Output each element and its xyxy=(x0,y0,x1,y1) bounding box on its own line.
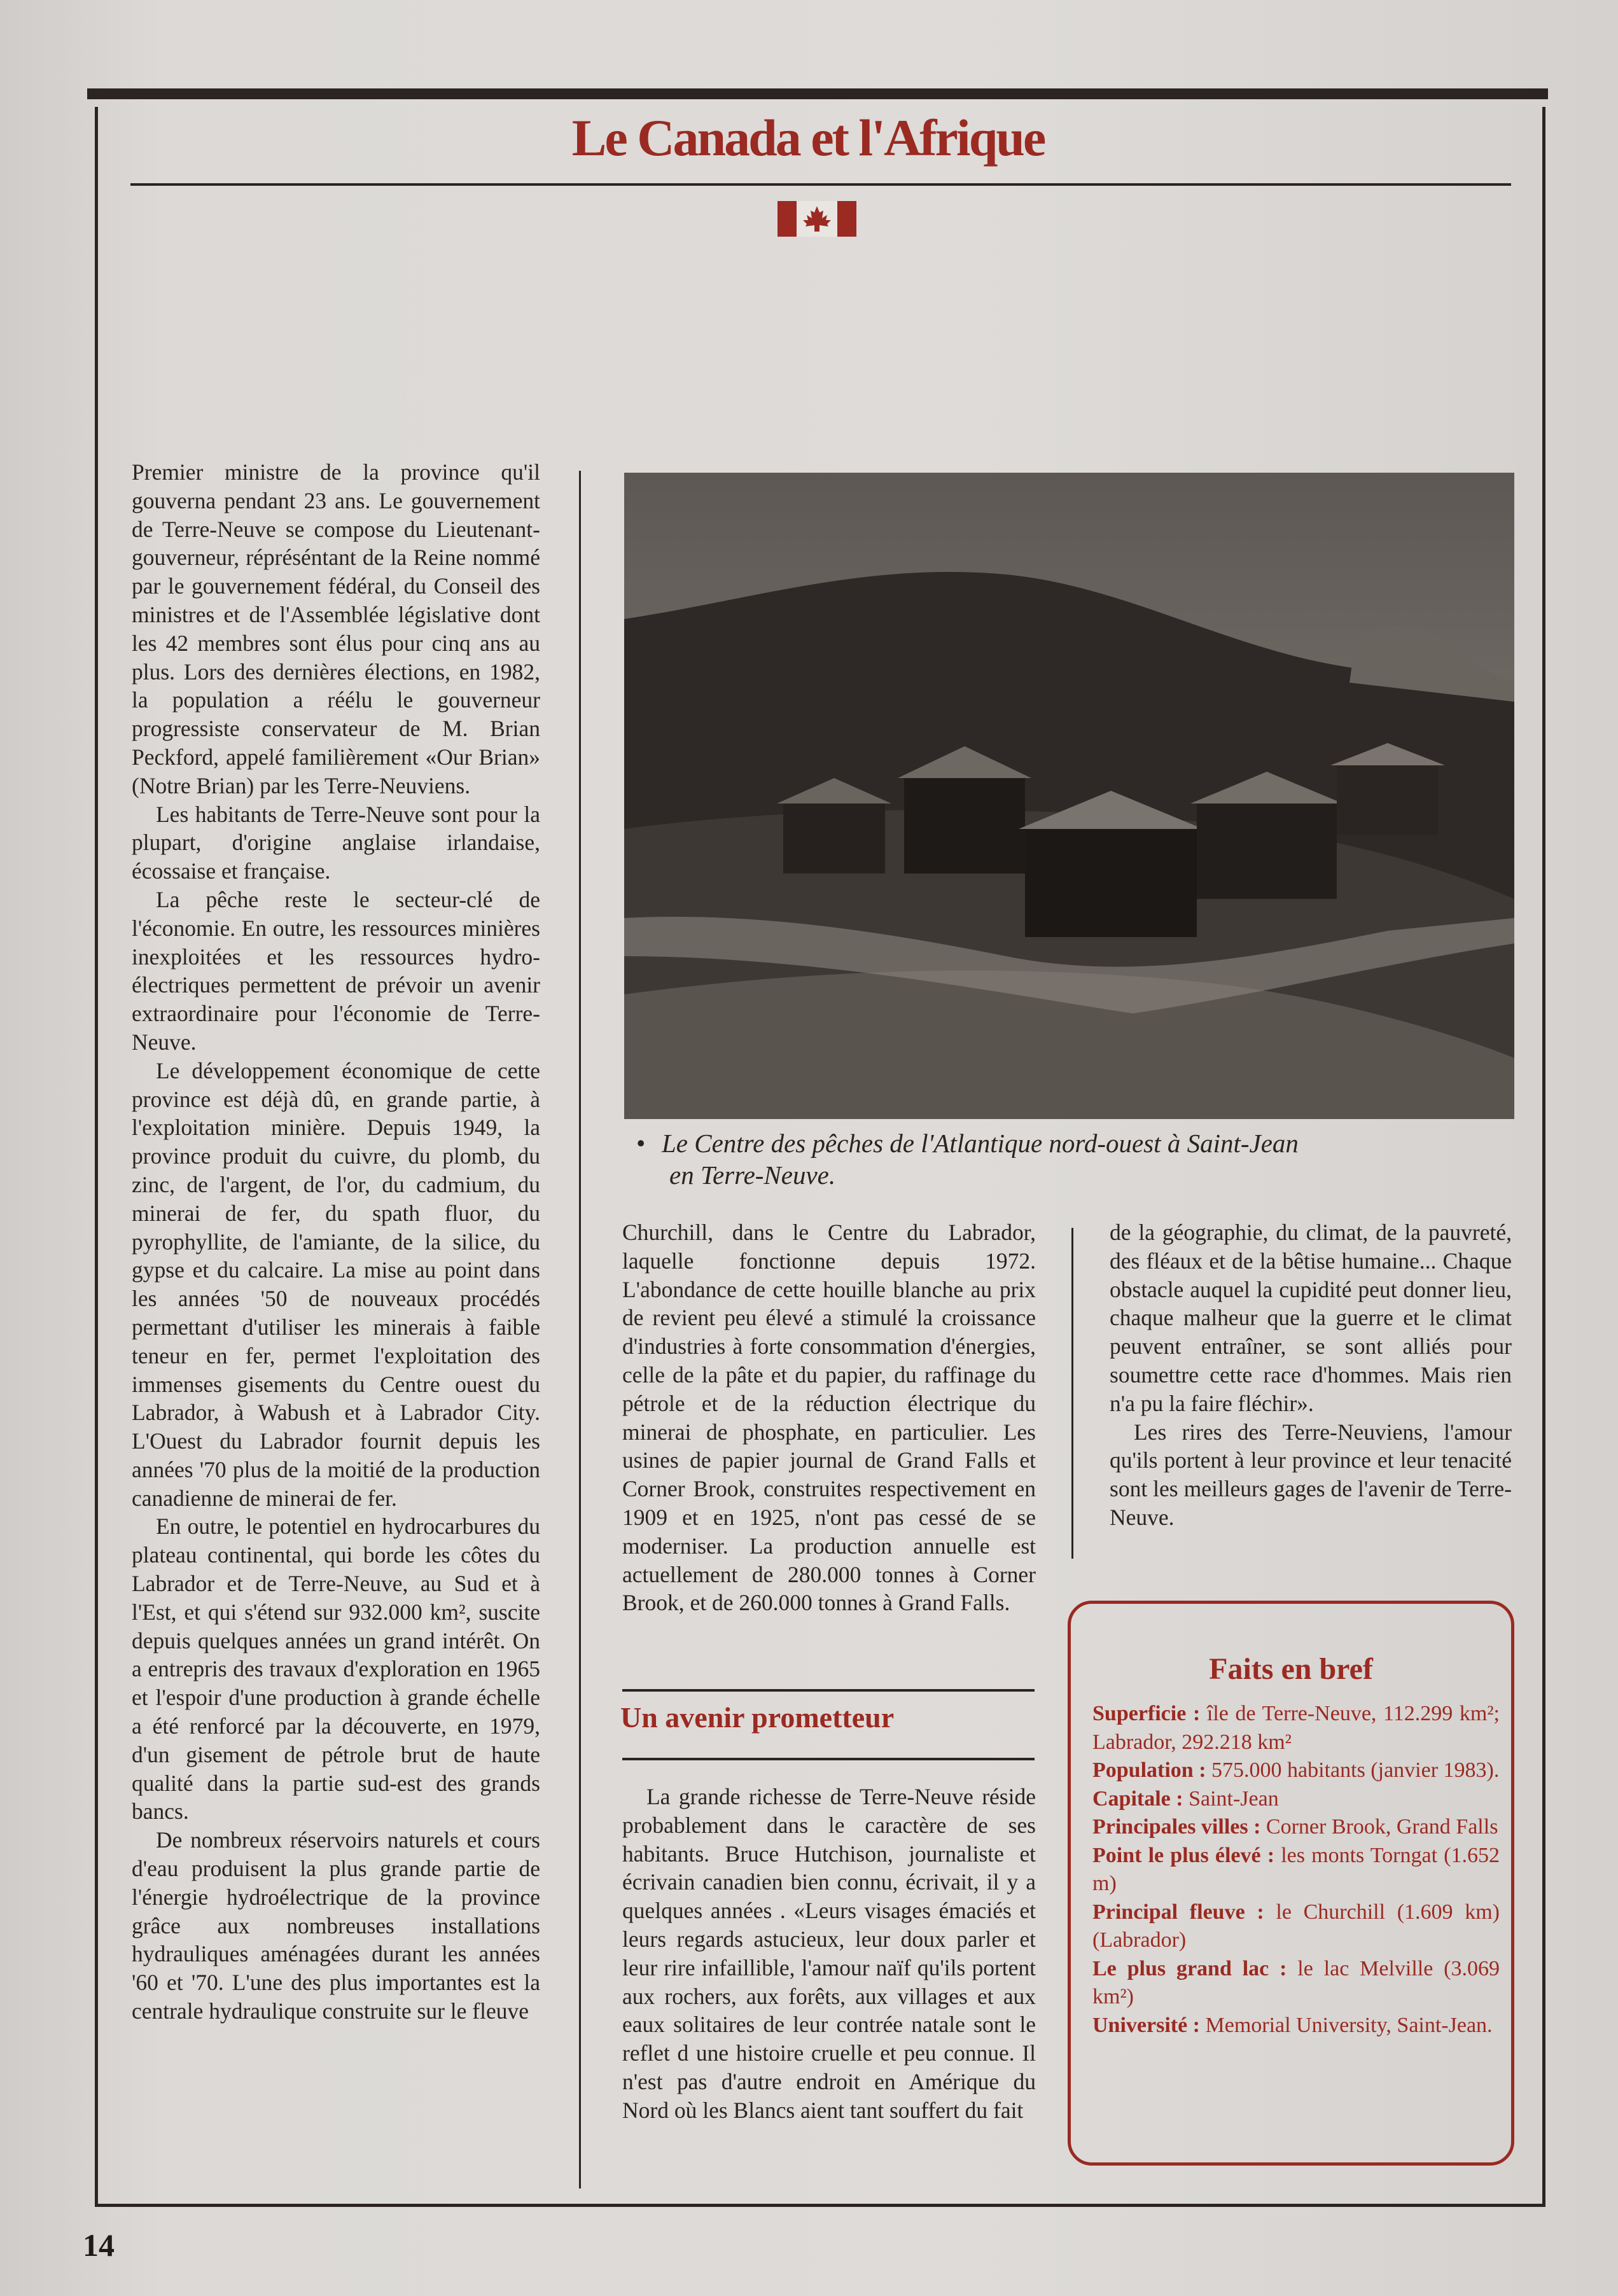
fact-capitale: Capitale : Saint-Jean xyxy=(1092,1786,1279,1811)
photo-fisheries-centre xyxy=(624,473,1514,1119)
page-number: 14 xyxy=(83,2227,115,2263)
photo-caption xyxy=(636,1127,1514,1191)
section-rule-top xyxy=(622,1689,1035,1692)
paragraph: Churchill, dans le Centre du Labrador, laquelle fonctionne depuis 1972. L'abondance de cette houille blanche au prix de revient peu élevé a stimulé la croissance d'industries à forte consommation d'énergies, celle de la pâte et du papier, du raffinage du pétrole et de la réduction électrique du minerai de phosphate, en particulier. Les usines de papier journal de Grand Falls et Corner Brook, construites respectivement en 1909 et en 1925, n'ont pas cessé de se moderniser. La production annuelle est actuellement de 280.000 tonnes à Corner Brook, et de 260.000 tonnes à Grand Falls. xyxy=(622,1220,1036,1616)
text-column-1 xyxy=(132,458,540,2026)
text-column-3 xyxy=(1110,1218,1512,1532)
photo-illustration xyxy=(624,473,1514,1119)
facts-box-title: Faits en bref xyxy=(1209,1652,1373,1686)
top-band xyxy=(87,88,1548,99)
paragraph: Le développement économique de cette province est déjà dû, en grande partie, à l'exploitation minière. Depuis 1949, la province produit du cuivre, du plomb, du zinc, de l'argent, de l'or, du cadmium, du minerai de fer, du spath fluor, du pyrophyllite, de l'amiante, de la silice, du gypse et du calcaire. La mise au point dans les années '50 de nouveaux procédés permettant d'utiliser les minerais à faible teneur en fer, permet l'exploitation des immenses gisements du Centre ouest du Labrador, à Wabush et à Labrador City. L'Ouest du Labrador fournit depuis les années '70 plus de la moitié de la production canadienne de minerai de fer. xyxy=(132,1057,540,1511)
caption-bullet: • xyxy=(636,1129,646,1158)
fact-principales-villes: Principales villes : Corner Brook, Grand Falls xyxy=(1092,1815,1498,1839)
paragraph: En outre, le potentiel en hydrocarbures du plateau continental, qui borde les côtes du Labrador et de Terre-Neuve, au Sud et à l'Est, et qui s'étend sur 932.000 km², suscite depuis quelques années un grand intérêt. On a entrepris des travaux d'exploration en 1965 et l'espoir d'une production à grande échelle a été renforcé par la découverte, en 1979, d'un gisement de pétrole brut de haute qualité dans la partie sud-est des grands bancs. xyxy=(132,1513,540,1825)
facts-list xyxy=(1092,1700,1500,2040)
canada-flag-icon xyxy=(778,201,856,237)
caption-line-1: Le Centre des pêches de l'Atlantique nord-ouest à Saint-Jean xyxy=(662,1129,1299,1158)
header-rule xyxy=(130,183,1511,186)
fact-principal-fleuve: Principal fleuve : le Churchill (1.609 km) (Labrador) xyxy=(1092,1900,1500,1952)
paragraph: Les habitants de Terre-Neuve sont pour la plupart, d'origine anglaise irlandaise, écossaise et française. xyxy=(132,801,540,884)
text-column-2b xyxy=(622,1783,1036,2125)
paragraph: La pêche reste le secteur-clé de l'économie. En outre, les ressources minières inexploitées et les ressources hydro-électriques permettent de prévoir un avenir extraordinaire pour l'économie de Terre-Neuve. xyxy=(132,886,540,1055)
fact-plus-grand-lac: Le plus grand lac : le lac Melville (3.069 km²) xyxy=(1092,1956,1500,2008)
paragraph: Premier ministre de la province qu'il gouverna pendant 23 ans. Le gouvernement de Terre-Neuve se compose du Lieutenant-gouverneur, répréséntant de la Reine nommé par le gouvernement fédéral, du Conseil des ministres et de l'Assemblée législative dont les 42 membres sont élus pour cinq ans au plus. Lors des dernières élections, en 1982, la population a réélu le gouverneur progressiste conservateur de M. Brian Peckford, appelé familièrement «Our Brian» (Notre Brian) par les Terre-Neuviens. xyxy=(132,459,540,798)
fact-universite: Université : Memorial University, Saint-Jean. xyxy=(1092,2013,1493,2037)
paragraph: Les rires des Terre-Neuviens, l'amour qu'ils portent à leur province et leur tenacité sont les meilleurs gages de l'avenir de Terre-Neuve. xyxy=(1110,1419,1512,1530)
caption-line-2: en Terre-Neuve. xyxy=(669,1160,836,1190)
paragraph: de la géographie, du climat, de la pauvreté, des fléaux et de la bêtise humaine... Chaque obstacle auquel la cupidité peut donner lieu, chaque malheur que la guerre et le climat peuvent entraîner, se sont alliés pour soumettre cette race d'hommes. Mais rien n'a pu la faire fléchir». xyxy=(1110,1220,1512,1416)
paragraph: De nombreux réservoirs naturels et cours d'eau produisent la plus grande partie de l'énergie hydroélectrique de la province grâce aux nombreuses installations hydrauliques aménagées durant les années '60 et '70. L'une des plus importantes est la centrale hydraulique construite sur le fleuve xyxy=(132,1827,540,2024)
fact-population: Population : 575.000 habitants (janvier 1983). xyxy=(1092,1758,1500,1782)
section-heading: Un avenir prometteur xyxy=(620,1701,895,1734)
paragraph: La grande richesse de Terre-Neuve réside probablement dans le caractère de ses habitants. Bruce Hutchison, journaliste et écrivain canadien bien connu, écrivait, il y a quelques années . «Leurs visages émaciés et leurs regards astucieux, leur doux parler et leur rire infaillible, l'amour naïf qu'ils portent aux rochers, aux forêts, aux villages et aux eaux solitaires de leur contrée natale sont le reflet d une histoire cruelle et peu connue. Il n'est pas d'autre endroit en Amérique du Nord où les Blancs aient tant souffert du fait xyxy=(622,1784,1036,2123)
text-column-2 xyxy=(622,1218,1036,1617)
section-rule-bottom xyxy=(622,1758,1035,1760)
column-divider xyxy=(579,471,581,2188)
column-divider xyxy=(1071,1228,1073,1559)
page-title: Le Canada et l'Afrique xyxy=(571,109,1045,167)
fact-point-plus-eleve: Point le plus élevé : les monts Torngat (1.652 m) xyxy=(1092,1843,1500,1895)
fact-superficie: Superficie : île de Terre-Neuve, 112.299 km²; Labrador, 292.218 km² xyxy=(1092,1702,1500,1754)
